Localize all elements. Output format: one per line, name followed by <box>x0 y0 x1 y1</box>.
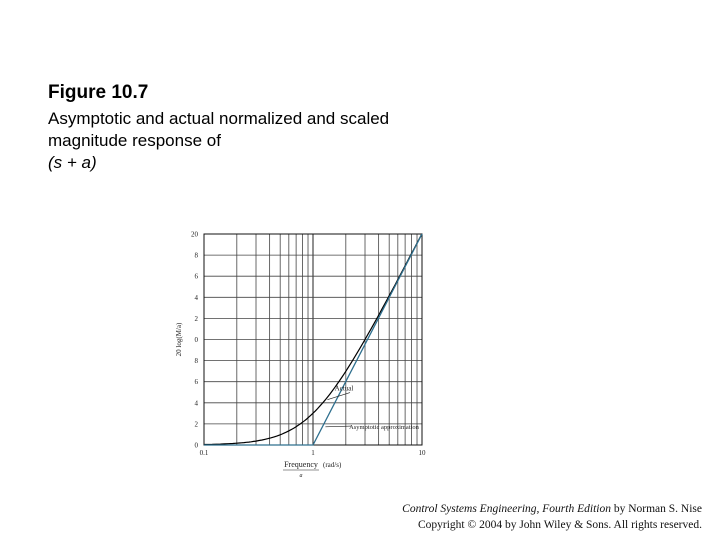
y-tick-label: 8 <box>194 251 198 260</box>
y-axis-label: 20 log(M/a) <box>175 322 183 357</box>
chart-svg <box>168 222 438 482</box>
x-tick-label: 10 <box>418 449 426 457</box>
y-tick-label: 6 <box>194 378 198 387</box>
book-title: Control Systems Engineering, Fourth Edition <box>402 503 611 515</box>
slide-title: Figure 10.7 <box>48 82 149 103</box>
credit-line-2: Copyright © 2004 by John Wiley & Sons. All rights reserved. <box>417 519 702 531</box>
subtitle-line-3: (s + a) <box>48 153 97 172</box>
credit-line-1 <box>402 501 702 517</box>
y-tick-label: 0 <box>194 441 198 450</box>
copyright-credit <box>402 501 702 533</box>
y-tick-label: 6 <box>194 272 198 281</box>
x-axis-label: Frequency <box>284 460 318 469</box>
y-tick-label: 20 <box>191 230 198 239</box>
x-axis-denominator: a <box>299 473 303 479</box>
y-tick-label: 4 <box>194 293 198 302</box>
x-tick-label: 0.1 <box>199 449 209 457</box>
y-tick-label: 4 <box>194 399 198 408</box>
annotation-actual: Actual <box>334 384 354 393</box>
y-tick-label: 2 <box>194 314 198 323</box>
annotation-asymptotic-leader <box>325 426 352 427</box>
y-tick-label: 2 <box>194 420 198 429</box>
slide-subtitle <box>48 108 488 174</box>
annotation-asymptotic: Asymptotic approximation <box>349 424 419 432</box>
bode-magnitude-chart <box>168 222 438 482</box>
subtitle-line-1: Asymptotic and actual normalized and scaled <box>48 109 390 128</box>
y-tick-label: 0 <box>194 336 198 344</box>
y-tick-label: 8 <box>194 357 198 366</box>
x-axis-units: (rad/s) <box>323 461 342 469</box>
book-author: by Norman S. Nise <box>610 503 702 515</box>
x-tick-label: 1 <box>311 449 315 457</box>
subtitle-line-2: magnitude response of <box>48 131 221 150</box>
